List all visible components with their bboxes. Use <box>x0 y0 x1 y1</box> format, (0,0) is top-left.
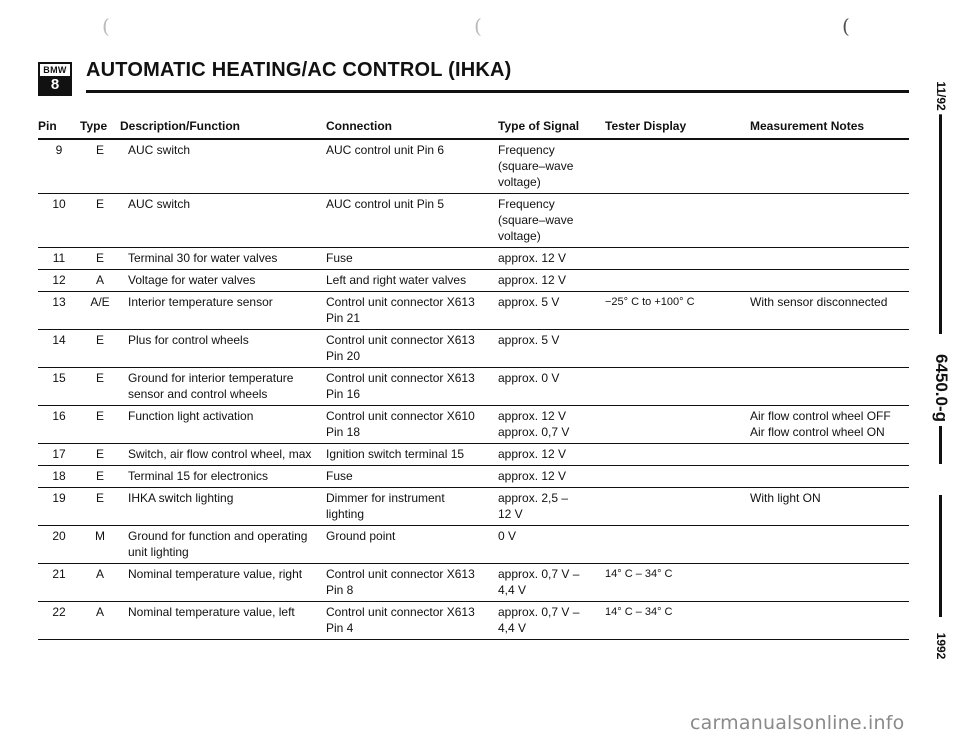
type-cell: A <box>80 564 120 602</box>
table-row <box>38 564 909 602</box>
table-row <box>38 330 909 368</box>
table-header-row <box>38 116 909 139</box>
connection-cell: Ground point <box>326 526 498 564</box>
tester-display-cell <box>605 466 750 488</box>
pin-cell: 22 <box>38 602 80 640</box>
tester-display-cell <box>605 330 750 368</box>
description-cell: AUC switch <box>120 139 326 194</box>
notes-cell <box>750 270 909 292</box>
table-row <box>38 194 909 248</box>
table-row <box>38 368 909 406</box>
notes-cell <box>750 139 909 194</box>
connection-cell: Control unit connector X613 Pin 16 <box>326 368 498 406</box>
logo-text: BMW <box>43 65 67 75</box>
signal-cell: approx. 0,7 V – 4,4 V <box>498 602 605 640</box>
page-title: AUTOMATIC HEATING/AC CONTROL (IHKA) <box>86 59 512 81</box>
connection-cell: Control unit connector X613 Pin 8 <box>326 564 498 602</box>
tester-display-cell <box>605 139 750 194</box>
notes-cell: With sensor disconnected <box>750 292 909 330</box>
pin-cell: 12 <box>38 270 80 292</box>
signal-cell: approx. 0,7 V – 4,4 V <box>498 564 605 602</box>
notes-cell <box>750 602 909 640</box>
type-cell: A <box>80 270 120 292</box>
tester-display-cell <box>605 248 750 270</box>
column-header: Tester Display <box>605 116 750 139</box>
description-cell: Ground for function and operating unit lighting <box>120 526 326 564</box>
title-rule <box>86 90 909 93</box>
bmw-logo <box>38 62 72 96</box>
tester-display-cell <box>605 526 750 564</box>
column-header: Type of Signal <box>498 116 605 139</box>
pin-cell: 20 <box>38 526 80 564</box>
column-header: Type <box>80 116 120 139</box>
pin-cell: 14 <box>38 330 80 368</box>
tester-display-cell <box>605 406 750 444</box>
type-cell: E <box>80 248 120 270</box>
margin-rule <box>939 104 942 334</box>
type-cell: E <box>80 139 120 194</box>
type-cell: M <box>80 526 120 564</box>
signal-cell: approx. 2,5 – 12 V <box>498 488 605 526</box>
tester-display-cell <box>605 270 750 292</box>
column-header: Pin <box>38 116 80 139</box>
scan-artifact: ( <box>102 14 110 38</box>
notes-cell <box>750 248 909 270</box>
table-row <box>38 602 909 640</box>
column-header: Connection <box>326 116 498 139</box>
signal-cell: approx. 12 V <box>498 248 605 270</box>
signal-cell: approx. 5 V <box>498 292 605 330</box>
pin-cell: 19 <box>38 488 80 526</box>
type-cell: A/E <box>80 292 120 330</box>
notes-cell <box>750 444 909 466</box>
notes-cell <box>750 526 909 564</box>
connection-cell: Fuse <box>326 466 498 488</box>
table-row <box>38 270 909 292</box>
connection-cell: AUC control unit Pin 6 <box>326 139 498 194</box>
scan-artifact: ( <box>842 14 850 38</box>
table-row <box>38 248 909 270</box>
type-cell: E <box>80 466 120 488</box>
tester-display-cell: 14° C – 34° C <box>605 564 750 602</box>
pin-cell: 11 <box>38 248 80 270</box>
type-cell: E <box>80 368 120 406</box>
type-cell: E <box>80 488 120 526</box>
signal-cell: Frequency (square–wave voltage) <box>498 139 605 194</box>
signal-cell: 0 V <box>498 526 605 564</box>
table-row <box>38 466 909 488</box>
revision-date: 11/92 <box>934 77 948 114</box>
pin-cell: 18 <box>38 466 80 488</box>
pin-cell: 13 <box>38 292 80 330</box>
connection-cell: Control unit connector X610 Pin 18 <box>326 406 498 444</box>
description-cell: Terminal 15 for electronics <box>120 466 326 488</box>
notes-cell: With light ON <box>750 488 909 526</box>
description-cell: Switch, air flow control wheel, max <box>120 444 326 466</box>
signal-cell: approx. 12 V approx. 0,7 V <box>498 406 605 444</box>
connection-cell: Fuse <box>326 248 498 270</box>
description-cell: Nominal temperature value, left <box>120 602 326 640</box>
description-cell: Ground for interior temperature sensor and control wheels <box>120 368 326 406</box>
table-row <box>38 139 909 194</box>
pin-cell: 9 <box>38 139 80 194</box>
connection-cell: AUC control unit Pin 5 <box>326 194 498 248</box>
signal-cell: approx. 0 V <box>498 368 605 406</box>
pin-cell: 10 <box>38 194 80 248</box>
notes-cell: Air flow control wheel OFF Air flow control wheel ON <box>750 406 909 444</box>
watermark: carmanualsonline.info <box>690 712 905 734</box>
signal-cell: approx. 5 V <box>498 330 605 368</box>
pin-cell: 15 <box>38 368 80 406</box>
description-cell: Voltage for water valves <box>120 270 326 292</box>
description-cell: Plus for control wheels <box>120 330 326 368</box>
table-row <box>38 292 909 330</box>
tester-display-cell <box>605 444 750 466</box>
notes-cell <box>750 368 909 406</box>
connection-cell: Control unit connector X613 Pin 20 <box>326 330 498 368</box>
tester-display-cell: −25° C to +100° C <box>605 292 750 330</box>
description-cell: Terminal 30 for water valves <box>120 248 326 270</box>
signal-cell: approx. 12 V <box>498 270 605 292</box>
column-header: Measurement Notes <box>750 116 909 139</box>
type-cell: E <box>80 330 120 368</box>
logo-series: 8 <box>40 76 70 94</box>
table-row <box>38 488 909 526</box>
type-cell: A <box>80 602 120 640</box>
signal-cell: Frequency (square–wave voltage) <box>498 194 605 248</box>
type-cell: E <box>80 194 120 248</box>
pin-cell: 17 <box>38 444 80 466</box>
table-row <box>38 444 909 466</box>
margin-rule <box>939 495 942 617</box>
description-cell: Interior temperature sensor <box>120 292 326 330</box>
side-margin <box>929 60 953 660</box>
description-cell: Function light activation <box>120 406 326 444</box>
type-cell: E <box>80 406 120 444</box>
tester-display-cell <box>605 368 750 406</box>
signal-cell: approx. 12 V <box>498 444 605 466</box>
description-cell: IHKA switch lighting <box>120 488 326 526</box>
notes-cell <box>750 466 909 488</box>
section-code: 6450.0-g <box>931 350 951 426</box>
description-cell: AUC switch <box>120 194 326 248</box>
connection-cell: Ignition switch terminal 15 <box>326 444 498 466</box>
year: 1992 <box>934 629 948 664</box>
tester-display-cell: 14° C – 34° C <box>605 602 750 640</box>
pin-cell: 16 <box>38 406 80 444</box>
tester-display-cell <box>605 194 750 248</box>
signal-cell: approx. 12 V <box>498 466 605 488</box>
connection-cell: Control unit connector X613 Pin 4 <box>326 602 498 640</box>
type-cell: E <box>80 444 120 466</box>
column-header: Description/Function <box>120 116 326 139</box>
connection-cell: Dimmer for instrument lighting <box>326 488 498 526</box>
description-cell: Nominal temperature value, right <box>120 564 326 602</box>
tester-display-cell <box>605 488 750 526</box>
notes-cell <box>750 330 909 368</box>
notes-cell <box>750 194 909 248</box>
notes-cell <box>750 564 909 602</box>
scan-artifact: ( <box>474 14 482 38</box>
pin-cell: 21 <box>38 564 80 602</box>
table-row <box>38 526 909 564</box>
connection-cell: Control unit connector X613 Pin 21 <box>326 292 498 330</box>
table-row <box>38 406 909 444</box>
connection-cell: Left and right water valves <box>326 270 498 292</box>
pin-table <box>38 116 909 640</box>
